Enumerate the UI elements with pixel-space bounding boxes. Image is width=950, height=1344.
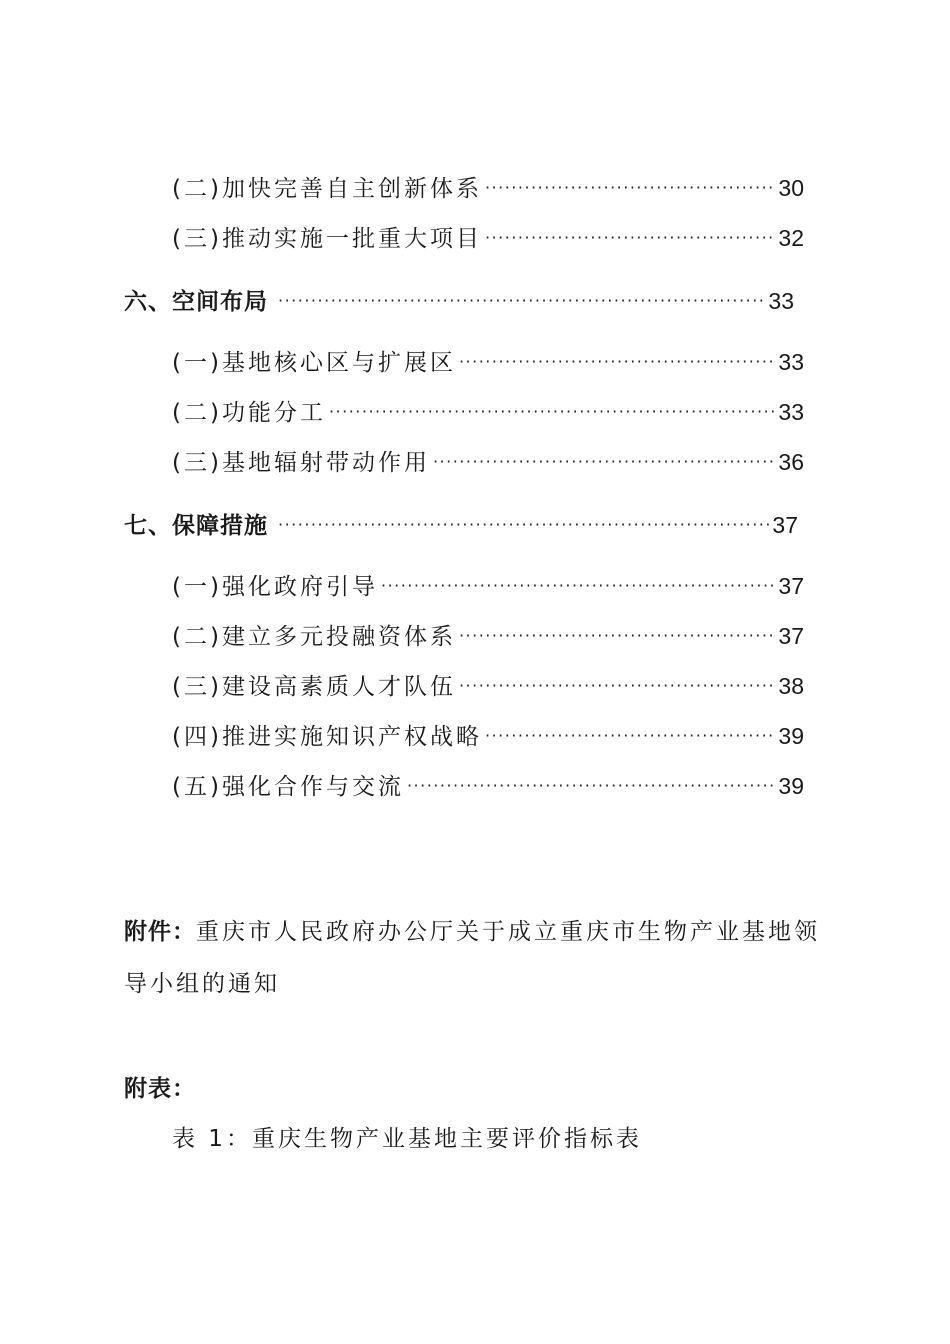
attachment-paragraph <box>124 906 824 1010</box>
toc-page-number: 37 <box>778 623 804 649</box>
dot-leader <box>329 402 775 421</box>
toc-entry-label: (二)建立多元投融资体系 <box>172 624 456 650</box>
toc-entry[interactable] <box>172 344 804 377</box>
toc-entry[interactable] <box>172 668 804 701</box>
toc-page-number: 30 <box>778 175 804 201</box>
toc-entry-label: (一)强化政府引导 <box>172 574 378 600</box>
toc-page-number: 37 <box>772 512 798 538</box>
toc-entry[interactable] <box>172 618 804 651</box>
schedule-heading: 附表： <box>124 1076 196 1102</box>
toc-entry[interactable] <box>172 220 804 253</box>
toc-entry-label: (三)推动实施一批重大项目 <box>172 226 482 252</box>
toc-chapter-entry[interactable] <box>124 507 798 540</box>
dot-leader <box>485 178 775 197</box>
dot-leader <box>433 452 775 471</box>
attachment-text: 重庆市人民政府办公厅关于成立重庆市生物产业基地领导小组的通知 <box>124 919 820 997</box>
toc-page-number: 37 <box>778 573 804 599</box>
toc-entry[interactable] <box>172 768 804 801</box>
schedule-item[interactable]: 表 1：重庆生物产业基地主要评价指标表 <box>172 1126 642 1152</box>
toc-page-number: 33 <box>778 399 804 425</box>
toc-page-number: 39 <box>778 773 804 799</box>
toc-page-number: 39 <box>778 723 804 749</box>
toc-entry-label: (二)功能分工 <box>172 400 326 426</box>
toc-page-number: 32 <box>778 225 804 251</box>
toc-entry[interactable] <box>172 568 804 601</box>
toc-entry-label: (五)强化合作与交流 <box>172 774 404 800</box>
toc-entry-label: (二)加快完善自主创新体系 <box>172 176 482 202</box>
toc-page-number: 36 <box>778 449 804 475</box>
toc-chapter-label: 六、空间布局 <box>124 289 268 315</box>
dot-leader <box>278 291 765 310</box>
dot-leader <box>485 726 775 745</box>
toc-entry-label: (三)基地辐射带动作用 <box>172 450 430 476</box>
dot-leader <box>407 776 775 795</box>
toc-entry[interactable] <box>172 394 804 427</box>
toc-chapter-entry[interactable] <box>124 283 794 316</box>
toc-entry-label: (一)基地核心区与扩展区 <box>172 350 456 376</box>
toc-entry-label: (四)推进实施知识产权战略 <box>172 724 482 750</box>
toc-entry[interactable] <box>172 444 804 477</box>
dot-leader <box>459 626 775 645</box>
toc-page-number: 33 <box>778 349 804 375</box>
dot-leader <box>485 228 775 247</box>
dot-leader <box>459 352 775 371</box>
toc-entry-label: (三)建设高素质人才队伍 <box>172 674 456 700</box>
dot-leader <box>278 515 769 534</box>
toc-page-number: 33 <box>768 288 794 314</box>
toc-chapter-label: 七、保障措施 <box>124 513 268 539</box>
attachment-heading: 附件： <box>124 919 196 945</box>
dot-leader <box>459 676 775 695</box>
toc-entry[interactable] <box>172 170 804 203</box>
toc-entry[interactable] <box>172 718 804 751</box>
dot-leader <box>381 576 775 595</box>
toc-page-number: 38 <box>778 673 804 699</box>
